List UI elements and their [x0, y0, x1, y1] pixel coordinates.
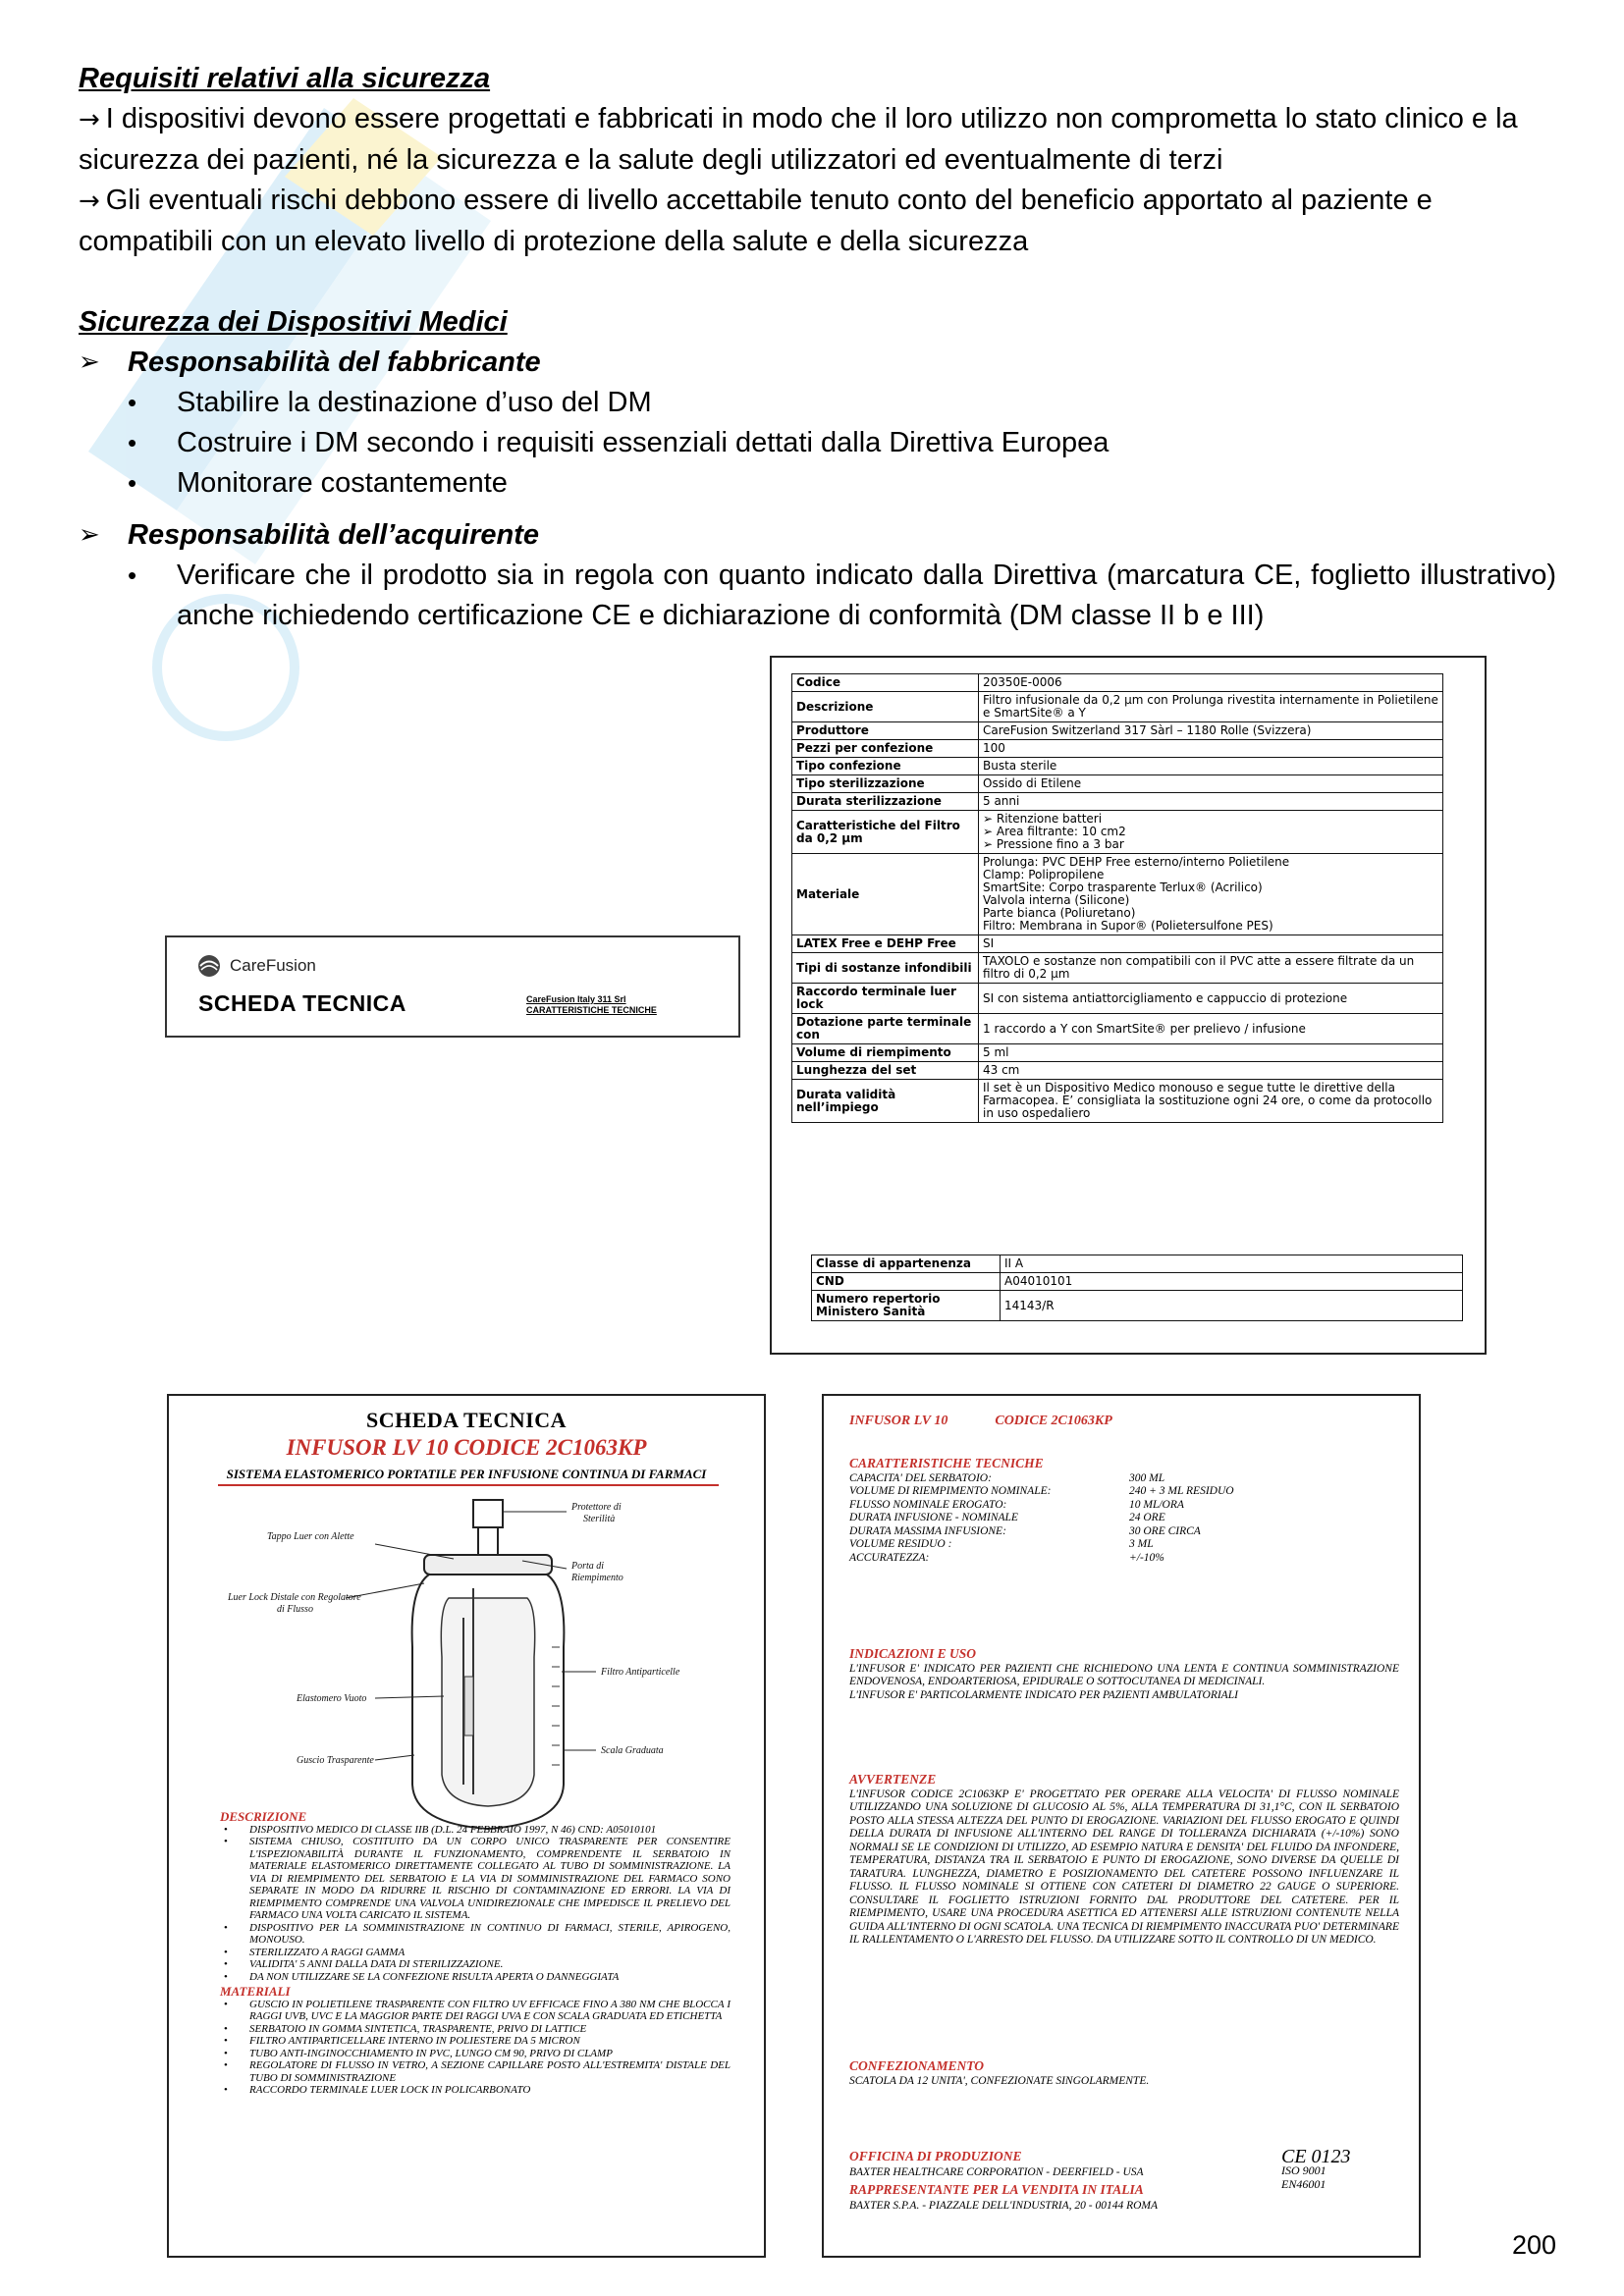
- spec-key: Numero repertorio Ministero Sanità: [812, 1291, 1001, 1321]
- table-row: [792, 1044, 1443, 1062]
- spec-value: 20350E-0006: [979, 674, 1443, 692]
- globe-icon: [196, 953, 222, 979]
- spec-key: Pezzi per confezione: [792, 740, 979, 758]
- divider: [218, 1484, 719, 1486]
- spec-key: LATEX Free e DEHP Free: [792, 935, 979, 953]
- spec-key: Tipo sterilizzazione: [792, 775, 979, 793]
- tech-value: 300 ML: [1129, 1471, 1165, 1484]
- production-info: OFFICINA DI PRODUZIONE BAXTER HEALTHCARE CORPORATION - DEERFIELD - USA RAPPRESENTANTE PER LA VENDITA IN ITALIA BAXTER S.P.A. - PIAZZALE DELL'INDUSTRIA, 20 - 00144 ROMA CE 0123 ISO 9001 EN46001: [849, 2150, 1399, 2213]
- list-item: • TUBO ANTI-INGINOCCHIAMENTO IN PVC, LUNGO CM 90, PRIVO DI CLAMP: [220, 2048, 731, 2060]
- table-row: [792, 953, 1443, 984]
- spec-key: Raccordo terminale luer lock: [792, 984, 979, 1014]
- list-item: • GUSCIO IN POLIETILENE TRASPARENTE CON FILTRO UV EFFICACE FINO A 380 NM CHE BLOCCA I RAGGI UVB, UVC E LA MAGGIOR PARTE DEI RAGGI UVA E CON SCALA GRADUATA ED ETICHETTA: [220, 1999, 731, 2023]
- table-row: [792, 722, 1443, 740]
- tech-row: [849, 1485, 1399, 1499]
- spec-sheet-carefusion: [770, 656, 1487, 1355]
- list-item: • STERILIZZATO A RAGGI GAMMA: [220, 1947, 731, 1959]
- spec-value: II A: [1001, 1255, 1463, 1273]
- tech-value: 24 ORE: [1129, 1512, 1165, 1523]
- section-heading-devices: Sicurezza dei Dispositivi Medici: [79, 306, 508, 338]
- list-item: • Monitorare costantemente: [79, 463, 1556, 504]
- spec-value: SI: [979, 935, 1443, 953]
- table-row: [792, 793, 1443, 811]
- sterility-cap-shape: [473, 1500, 503, 1527]
- label-sterilita: Sterilità: [583, 1514, 616, 1524]
- tech-row: [849, 1552, 1399, 1566]
- buyer-list: [79, 556, 1556, 636]
- table-row: [792, 984, 1443, 1014]
- list-item: • Verificare che il prodotto sia in regola con quanto indicato dalla Direttiva (marcatura CE, foglietto illustrativo) anche richiedendo certificazione CE e dichiarazione di conformità (DM classe II b e III): [79, 556, 1556, 636]
- tech-row: [849, 1512, 1399, 1525]
- spec-value: Il set è un Dispositivo Medico monouso e segue tutte le direttive della Farmacopea. E’ consigliata la sostituzione ogni 24 ore, o come da protocollo in uso ospedaliero: [979, 1080, 1443, 1123]
- spec-key: Lunghezza del set: [792, 1062, 979, 1080]
- list-item: • Stabilire la destinazione d’uso del DM: [79, 383, 1556, 423]
- infusor-sheet-subtitle: INFUSOR LV 10 CODICE 2C1063KP: [286, 1435, 647, 1460]
- responsibility-manufacturer: ➢ Responsabilità del fabbricante: [79, 343, 1556, 383]
- tech-key: DURATA MASSIMA INFUSIONE:: [849, 1524, 1006, 1537]
- section-heading-safety: Requisiti relativi alla sicurezza: [79, 63, 491, 94]
- table-row: [792, 854, 1443, 935]
- safety-point-2: → Gli eventuali rischi debbono essere di livello accettabile tenuto conto del beneficio apportato al paziente e compatibili con un elevato livello di protezione della salute e della sicurezza: [79, 185, 1433, 257]
- responsibility-buyer: ➢ Responsabilità dell’acquirente: [79, 515, 1556, 556]
- list-item: • SISTEMA CHIUSO, COSTITUITO DA UN CORPO UNICO TRASPARENTE PER CONSENTIRE L'ISPEZIONABILITÀ DURANTE IL FUNZIONAMENTO, COMPRENDENTE IL SERBATOIO IN MATERIALE ELASTOMERICO DIRETTAMENTE COLLEGATO AL TUBO DI SOMMINISTRAZIONE. LA VIA DI RIEMPIMENTO DEL SERBATOIO E LA VIA DI SOMMINISTRAZIONE DEL FARMACO SONO SEPARATE IN MODO DA RIDURRE IL RISCHIO DI CONTAMINAZIONE ED ERRORI. LA VIA DI RIEMPIMENTO COMPRENDE UNA VALVOLA UNIDIREZIONALE CHE IMPEDISCE IL PRELIEVO DEL FARMACO UNA VOLTA CARICATO IL SISTEMA.: [220, 1836, 731, 1922]
- spec-value: 14143/R: [1001, 1291, 1463, 1321]
- table-row: [812, 1291, 1463, 1321]
- tech-key: VOLUME DI RIEMPIMENTO NOMINALE:: [849, 1485, 1052, 1497]
- descrizione-heading: DESCRIZIONE: [220, 1809, 307, 1824]
- elastomer-shape: [441, 1598, 534, 1806]
- spec-value: 1 raccordo a Y con SmartSite® per prelievo / infusione: [979, 1014, 1443, 1044]
- spec-key: Tipo confezione: [792, 758, 979, 775]
- spec-value: CareFusion Switzerland 317 Sàrl – 1180 Rolle (Svizzera): [979, 722, 1443, 740]
- chevron-right-icon: ➢: [79, 347, 100, 377]
- spec-key: Volume di riempimento: [792, 1044, 979, 1062]
- infusor-right-header: INFUSOR LV 10 CODICE 2C1063KP: [849, 1414, 1112, 1428]
- label-scala: Scala Graduata: [601, 1745, 664, 1756]
- spec-key: CND: [812, 1273, 1001, 1291]
- infusor-sheet-description: SISTEMA ELASTOMERICO PORTATILE PER INFUSIONE CONTINUA DI FARMACI: [226, 1467, 707, 1481]
- infusor-sheet-title: SCHEDA TECNICA: [365, 1408, 568, 1432]
- spec-key: Codice: [792, 674, 979, 692]
- list-item: • Costruire i DM secondo i requisiti essenziali dettati dalla Direttiva Europea: [79, 423, 1556, 463]
- arrow-right-icon: →: [79, 187, 100, 216]
- infusor-left-content: [220, 1808, 731, 2097]
- packaging: CONFEZIONAMENTO SCATOLA DA 12 UNITA', CONFEZIONATE SINGOLARMENTE.: [849, 2058, 1150, 2087]
- spec-value: 100: [979, 740, 1443, 758]
- label-protettore: Protettore di: [571, 1502, 622, 1513]
- spec-key: Dotazione parte terminale con: [792, 1014, 979, 1044]
- arrow-right-icon: →: [79, 105, 100, 134]
- descrizione-list: [220, 1824, 731, 1984]
- list-item: • DA NON UTILIZZARE SE LA CONFEZIONE RISULTA APERTA O DANNEGGIATA: [220, 1971, 731, 1984]
- page-number: 200: [1512, 2230, 1557, 2260]
- carefusion-title: SCHEDA TECNICA: [198, 990, 406, 1016]
- table-row: [812, 1255, 1463, 1273]
- tech-key: ACCURATEZZA:: [849, 1551, 930, 1564]
- carefusion-logo: CareFusion: [196, 953, 316, 979]
- table-row: [792, 1062, 1443, 1080]
- table-row: [792, 775, 1443, 793]
- spec-value: Prolunga: PVC DEHP Free esterno/interno Polietilene Clamp: Polipropilene SmartSite: Corpo trasparente Terlux® (Acrilico) Valvola interna (Silicone) Parte bianca (Poliuretano) Filtro: Membrana in Supor® (Polietersulfone PES): [979, 854, 1443, 935]
- materiali-list: [220, 1999, 731, 2097]
- spec-key: Descrizione: [792, 692, 979, 722]
- spec-value: 5 ml: [979, 1044, 1443, 1062]
- table-row: [792, 1014, 1443, 1044]
- label-guscio: Guscio Trasparente: [297, 1755, 374, 1766]
- list-item: • DISPOSITIVO MEDICO DI CLASSE IIB (D.L. 24 FEBBRAIO 1997, N 46) CND: A05010101: [220, 1824, 731, 1837]
- tech-value: 10 ML/ORA: [1129, 1498, 1184, 1511]
- spec-value: SI con sistema antiattorcigliamento e cappuccio di protezione: [979, 984, 1443, 1014]
- spec-key: Materiale: [792, 854, 979, 935]
- spec-value: 43 cm: [979, 1062, 1443, 1080]
- tech-row: [849, 1472, 1399, 1486]
- tech-key: DURATA INFUSIONE - NOMINALE: [849, 1512, 1018, 1523]
- warnings: AVVERTENZE L'INFUSOR CODICE 2C1063KP E' PROGETTATO PER OPERARE ALLA VELOCITA' DI FLUSSO NOMINALE UTILIZZANDO UNA SOLUZIONE DI GLUCOSIO AL 5%, ALLA TEMPERATURA DI 31,1°C, CON IL SERBATOIO POSTO ALLA STESSA ALTEZZA DEL PUNTO DI EROGAZIONE. VARIAZIONI DEL FLUSSO EROGATO E QUINDI DELLA DURATA DI INFUSIONE ALL'INTERNO DEL RANGE DI TOLLERANZA DICHIARATA (+/-10%) SONO NORMALI SE LE CONDIZIONI DI UTILIZZO, AD ESEMPIO NATURA E DENSITA' DEL FLUIDO DA INFONDERE, TEMPERATURA, DISTANZA TRA IL SERBATOIO E PUNTO DI EROGAZIONE, SONO DIVERSE DA QUELLE DI TARATURA. LUNGHEZZA, DIAMETRO E POSIZIONAMENTO DEL CATETERE POSSONO INFLUENZARE IL FLUSSO. IL FLUSSO NOMINALE SI OTTIENE CON CATETERI DI DIAMETRO 22 GAUGE O SUPERIORE. CONSULTARE IL FOGLIETTO ISTRUZIONI FORNITO DAL PRODUTTORE DEL CATETERE. PER IL RIEMPIMENTO, USARE UNA PROCEDURA ASETTICA ED ATTENERSI ALLE ISTRUZIONI CONTENUTE NELLA GUIDA ALL'INTERNO DI OGNI SCATOLA. UNA TECNICA DI RIEMPIMENTO INACCURATA PUO' DETERMINARE IL RALLENTAMENTO O L'ARRESTO DEL FLUSSO. DA UTILIZZARE SOTTO IL CONTROLLO DI UN MEDICO.: [849, 1772, 1399, 1946]
- spec-value: ➢ Ritenzione batteri ➢ Area filtrante: 10 cm2 ➢ Pressione fino a 3 bar: [979, 811, 1443, 854]
- tech-row: [849, 1499, 1399, 1513]
- table-row: [792, 674, 1443, 692]
- main-text: [79, 59, 1556, 636]
- carefusion-subtitle: CareFusion Italy 311 Srl CARATTERISTICHE TECNICHE: [526, 994, 657, 1015]
- label-riempimento: Riempimento: [571, 1573, 623, 1583]
- spec-key: Caratteristiche del Filtro da 0,2 µm: [792, 811, 979, 854]
- label-luer-1: Luer Lock Distale con Regolatore: [228, 1592, 361, 1603]
- label-elastomero: Elastomero Vuoto: [297, 1693, 367, 1704]
- list-item: • VALIDITA' 5 ANNI DALLA DATA DI STERILIZZAZIONE.: [220, 1958, 731, 1971]
- tech-key: FLUSSO NOMINALE EROGATO:: [849, 1498, 1007, 1511]
- tech-row: [849, 1538, 1399, 1552]
- infusor-sheet-right: [822, 1394, 1421, 2258]
- list-item: • RACCORDO TERMINALE LUER LOCK IN POLICARBONATO: [220, 2084, 731, 2097]
- label-tappo: Tappo Luer con Alette: [267, 1531, 354, 1542]
- spec-key: Produttore: [792, 722, 979, 740]
- tech-key: VOLUME RESIDUO :: [849, 1538, 952, 1550]
- tech-characteristics: CARATTERISTICHE TECNICHE CAPACITA' DEL SERBATOIO: 300 ML VOLUME DI RIEMPIMENTO NOMINALE: 240 + 3 ML RESIDUO FLUSSO NOMINALE EROGATO: 10 ML/ORA DURATA INFUSIONE - NOMINALE 24 ORE DURATA MASSIMA INFUSIONE: 30 ORE CIRCA VOLUME RESIDUO : 3 ML ACCURATEZZA: +/-10%: [849, 1457, 1399, 1565]
- list-item: • FILTRO ANTIPARTICELLARE INTERNO IN POLIESTERE DA 5 MICRON: [220, 2035, 731, 2048]
- label-porta: Porta di: [571, 1561, 605, 1572]
- table-row: [792, 935, 1443, 953]
- table-row: [792, 811, 1443, 854]
- table-row: [792, 740, 1443, 758]
- list-item: • DISPOSITIVO PER LA SOMMINISTRAZIONE IN CONTINUO DI FARMACI, STERILE, APIROGENO, MONOUSO.: [220, 1922, 731, 1947]
- spec-value: TAXOLO e sostanze non compatibili con il PVC atte a essere filtrate da un filtro di 0,2 µm: [979, 953, 1443, 984]
- infusor-diagram: [228, 1490, 719, 1843]
- spec-value: A04010101: [1001, 1273, 1463, 1291]
- spec-value: Busta sterile: [979, 758, 1443, 775]
- safety-point-1: → I dispositivi devono essere progettati e fabbricati in modo che il loro utilizzo non comprometta lo stato clinico e la sicurezza dei pazienti, né la sicurezza e la salute degli utilizzatori ed eventualmente di terzi: [79, 103, 1518, 176]
- table-row: [792, 692, 1443, 722]
- tech-row: [849, 1525, 1399, 1539]
- tech-value: +/-10%: [1129, 1551, 1164, 1564]
- tech-value: 240 + 3 ML RESIDUO: [1129, 1485, 1234, 1497]
- spec-value: Ossido di Etilene: [979, 775, 1443, 793]
- label-filtro: Filtro Antiparticelle: [601, 1667, 680, 1678]
- indications: INDICAZIONI E USO L'INFUSOR E' INDICATO PER PAZIENTI CHE RICHIEDONO UNA LENTA E CONTINUA SOMMINISTRAZIONE ENDOVENOSA, ENDOARTERIOSA, EPIDURALE O SOTTOCUTANEA DI MEDICINALI. L'INFUSOR E' PARTICOLARMENTE INDICATO PER PAZIENTI AMBULATORIALI: [849, 1646, 1399, 1701]
- carefusion-header-box: [165, 935, 740, 1038]
- spec-value: 5 anni: [979, 793, 1443, 811]
- spec-key: Tipi di sostanze infondibili: [792, 953, 979, 984]
- list-item: • REGOLATORE DI FLUSSO IN VETRO, A SEZIONE CAPILLARE POSTO ALL'ESTREMITA' DISTALE DEL TUBO DI SOMMINISTRAZIONE: [220, 2059, 731, 2084]
- spec-table-classification: [811, 1255, 1463, 1321]
- list-item: • SERBATOIO IN GOMMA SINTETICA, TRASPARENTE, PRIVO DI LATTICE: [220, 2023, 731, 2036]
- materiali-heading: MATERIALI: [220, 1984, 291, 1999]
- tech-value: 3 ML: [1129, 1538, 1154, 1550]
- spec-key: Durata sterilizzazione: [792, 793, 979, 811]
- spec-value: Filtro infusionale da 0,2 µm con Prolunga rivestita internamente in Polietilene e SmartSite® a Y: [979, 692, 1443, 722]
- table-row: [792, 1080, 1443, 1123]
- ce-mark: CE 0123: [1281, 2146, 1351, 2167]
- spec-key: Classe di appartenenza: [812, 1255, 1001, 1273]
- manufacturer-list: [79, 383, 1556, 504]
- label-luer-2: di Flusso: [277, 1604, 313, 1615]
- tech-value: 30 ORE CIRCA: [1129, 1524, 1201, 1537]
- spec-key: Durata validità nell’impiego: [792, 1080, 979, 1123]
- spec-table: [791, 673, 1443, 1123]
- table-row: [812, 1273, 1463, 1291]
- table-row: [792, 758, 1443, 775]
- tech-key: CAPACITA' DEL SERBATOIO:: [849, 1471, 992, 1484]
- chevron-right-icon: ➢: [79, 520, 100, 550]
- infusor-sheet-left: [167, 1394, 766, 2258]
